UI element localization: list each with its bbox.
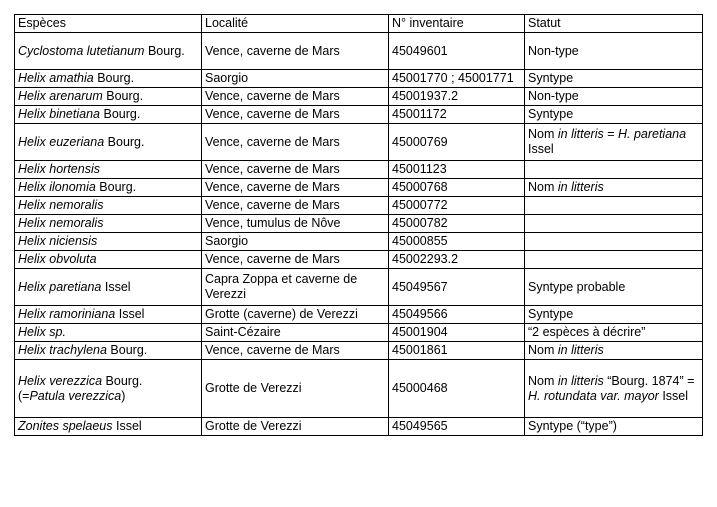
locality-cell: Vence, tumulus de Nôve bbox=[202, 215, 389, 233]
species-cell bbox=[15, 360, 202, 418]
status-cell bbox=[525, 197, 703, 215]
species-author: Bourg. bbox=[147, 43, 185, 58]
inventory-cell: 45000768 bbox=[389, 179, 525, 197]
inventory-cell: 45001172 bbox=[389, 106, 525, 124]
table-row bbox=[15, 342, 703, 360]
inventory-cell: 45002293.2 bbox=[389, 251, 525, 269]
table-row bbox=[15, 70, 703, 88]
species-synonym-close: ) bbox=[121, 388, 126, 403]
inventory-cell: 45000782 bbox=[389, 215, 525, 233]
locality-cell: Saorgio bbox=[202, 70, 389, 88]
locality-cell: Vence, caverne de Mars bbox=[202, 161, 389, 179]
species-synonym-open: (= bbox=[18, 388, 30, 403]
table-row bbox=[15, 233, 703, 251]
status-cell bbox=[525, 215, 703, 233]
inventory-cell: 45001770 ; 45001771 bbox=[389, 70, 525, 88]
species-name: Helix amathia bbox=[18, 71, 94, 85]
status-cell: Syntype (“type”) bbox=[525, 418, 703, 436]
inventory-cell: 45001937.2 bbox=[389, 88, 525, 106]
status-text: Issel bbox=[658, 388, 689, 403]
inventory-cell: 45049601 bbox=[389, 33, 525, 70]
locality-cell: Saorgio bbox=[202, 233, 389, 251]
species-cell bbox=[15, 33, 202, 70]
status-text-italic: in litteris bbox=[557, 373, 604, 388]
species-name: Helix trachylena bbox=[18, 343, 107, 357]
inventory-cell: 45049566 bbox=[389, 306, 525, 324]
table-row bbox=[15, 161, 703, 179]
species-cell bbox=[15, 342, 202, 360]
inventory-cell: 45001861 bbox=[389, 342, 525, 360]
species-author: Bourg. bbox=[99, 180, 137, 194]
species-name: Helix arenarum bbox=[18, 89, 103, 103]
locality-cell: Vence, caverne de Mars bbox=[202, 197, 389, 215]
table-row bbox=[15, 197, 703, 215]
table-row bbox=[15, 324, 703, 342]
locality-cell: Vence, caverne de Mars bbox=[202, 88, 389, 106]
status-text: = bbox=[603, 127, 618, 141]
locality-cell: Vence, caverne de Mars bbox=[202, 179, 389, 197]
inventory-cell: 45001123 bbox=[389, 161, 525, 179]
species-author: Issel bbox=[116, 419, 142, 433]
header-inventory: N° inventaire bbox=[389, 15, 525, 33]
species-author: Issel bbox=[118, 307, 145, 321]
species-cell bbox=[15, 106, 202, 124]
species-cell bbox=[15, 161, 202, 179]
status-text: Issel bbox=[528, 142, 554, 156]
table-row bbox=[15, 124, 703, 161]
inventory-cell: 45000855 bbox=[389, 233, 525, 251]
locality-cell: Vence, caverne de Mars bbox=[202, 124, 389, 161]
species-author: Bourg. bbox=[106, 89, 144, 103]
species-cell bbox=[15, 233, 202, 251]
locality-cell: Grotte de Verezzi bbox=[202, 360, 389, 418]
status-text-italic: H. rotundata var. mayor bbox=[528, 388, 659, 403]
species-name: Helix hortensis bbox=[18, 162, 100, 176]
species-cell bbox=[15, 179, 202, 197]
species-author: Issel bbox=[104, 279, 131, 294]
header-status: Statut bbox=[525, 15, 703, 33]
status-cell bbox=[525, 124, 703, 161]
table-row bbox=[15, 418, 703, 436]
table-row bbox=[15, 33, 703, 70]
table-row bbox=[15, 360, 703, 418]
status-text: Nom bbox=[528, 127, 558, 141]
species-cell bbox=[15, 88, 202, 106]
status-cell bbox=[525, 179, 703, 197]
species-name: Helix binetiana bbox=[18, 107, 100, 121]
table-row bbox=[15, 215, 703, 233]
table-row bbox=[15, 269, 703, 306]
status-cell bbox=[525, 233, 703, 251]
locality-cell: Grotte (caverne) de Verezzi bbox=[202, 306, 389, 324]
species-cell bbox=[15, 251, 202, 269]
species-cell bbox=[15, 70, 202, 88]
status-cell bbox=[525, 251, 703, 269]
status-text-italic: in litteris bbox=[557, 343, 604, 357]
species-author: Bourg. bbox=[107, 134, 145, 149]
species-cell bbox=[15, 215, 202, 233]
species-name: Cyclostoma lutetianum bbox=[18, 43, 145, 58]
species-cell bbox=[15, 418, 202, 436]
species-name: Helix nemoralis bbox=[18, 198, 104, 212]
species-cell bbox=[15, 324, 202, 342]
status-cell bbox=[525, 161, 703, 179]
table-row bbox=[15, 179, 703, 197]
species-name: Helix sp. bbox=[18, 325, 66, 339]
table-row bbox=[15, 306, 703, 324]
inventory-cell: 45001904 bbox=[389, 324, 525, 342]
status-text-italic: in litteris bbox=[557, 127, 604, 141]
status-text-italic: H. paretiana bbox=[617, 127, 687, 141]
species-synonym: Patula verezzica bbox=[29, 388, 122, 403]
inventory-cell: 45000769 bbox=[389, 124, 525, 161]
status-cell: Non-type bbox=[525, 88, 703, 106]
species-name: Helix euzeriana bbox=[18, 134, 105, 149]
status-text: “Bourg. 1874” = bbox=[603, 373, 695, 388]
species-author: Bourg. bbox=[105, 373, 143, 388]
status-text: Nom bbox=[528, 373, 558, 388]
species-name: Helix nemoralis bbox=[18, 216, 104, 230]
table-row bbox=[15, 88, 703, 106]
status-cell: Syntype bbox=[525, 70, 703, 88]
status-cell: Syntype probable bbox=[525, 269, 703, 306]
header-locality: Localité bbox=[202, 15, 389, 33]
status-cell: Syntype bbox=[525, 106, 703, 124]
status-text: Nom bbox=[528, 343, 558, 357]
species-author: Bourg. bbox=[103, 107, 141, 121]
inventory-cell: 45049567 bbox=[389, 269, 525, 306]
species-cell bbox=[15, 197, 202, 215]
locality-cell: Vence, caverne de Mars bbox=[202, 106, 389, 124]
species-author: Bourg. bbox=[97, 71, 135, 85]
species-name: Helix verezzica bbox=[18, 373, 103, 388]
table-header-row bbox=[15, 15, 703, 33]
status-text-italic: in litteris bbox=[557, 180, 604, 194]
status-cell: Non-type bbox=[525, 33, 703, 70]
status-cell bbox=[525, 360, 703, 418]
status-cell bbox=[525, 342, 703, 360]
table-row bbox=[15, 106, 703, 124]
species-cell bbox=[15, 124, 202, 161]
species-name: Helix ilonomia bbox=[18, 180, 96, 194]
locality-cell: Vence, caverne de Mars bbox=[202, 33, 389, 70]
inventory-cell: 45049565 bbox=[389, 418, 525, 436]
header-species: Espèces bbox=[15, 15, 202, 33]
species-cell bbox=[15, 306, 202, 324]
status-cell: “2 espèces à décrire” bbox=[525, 324, 703, 342]
species-cell bbox=[15, 269, 202, 306]
species-name: Zonites spelaeus bbox=[18, 419, 113, 433]
locality-cell: Vence, caverne de Mars bbox=[202, 251, 389, 269]
locality-cell: Saint-Cézaire bbox=[202, 324, 389, 342]
inventory-cell: 45000468 bbox=[389, 360, 525, 418]
species-table bbox=[14, 14, 703, 436]
species-name: Helix niciensis bbox=[18, 234, 98, 248]
status-text: Nom bbox=[528, 180, 558, 194]
status-cell: Syntype bbox=[525, 306, 703, 324]
table-row bbox=[15, 251, 703, 269]
inventory-cell: 45000772 bbox=[389, 197, 525, 215]
species-author: Bourg. bbox=[110, 343, 148, 357]
species-name: Helix paretiana bbox=[18, 279, 102, 294]
species-name: Helix ramoriniana bbox=[18, 307, 116, 321]
locality-cell: Grotte de Verezzi bbox=[202, 418, 389, 436]
locality-cell: Capra Zoppa et caverne de Verezzi bbox=[202, 269, 389, 306]
locality-cell: Vence, caverne de Mars bbox=[202, 342, 389, 360]
species-name: Helix obvoluta bbox=[18, 252, 97, 266]
